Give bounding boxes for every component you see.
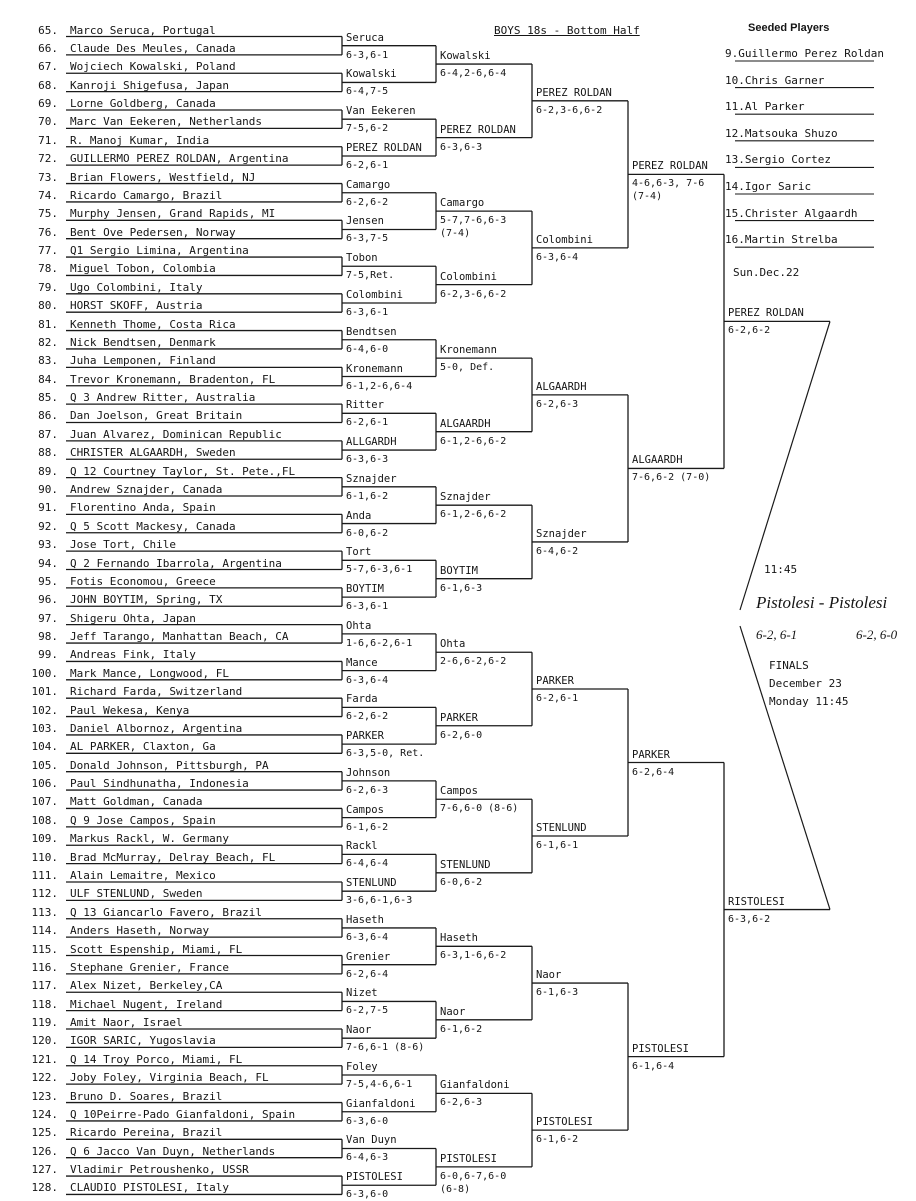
draw-player: Marco Seruca, Portugal (70, 23, 216, 37)
match-winner: Jensen (346, 215, 384, 228)
match-winner: PARKER (346, 730, 384, 743)
match-score: 5-7,7-6,6-3 (7-4) (440, 215, 507, 240)
match-winner: STENLUND (346, 877, 397, 890)
match-winner: Gianfaldoni (440, 1079, 510, 1092)
match-winner: Camargo (440, 197, 485, 210)
match-score: 6-3,6-1 (346, 49, 389, 61)
match-score: 6-1,6-4 (632, 1060, 675, 1072)
draw-player: Q 13 Giancarlo Favero, Brazil (70, 905, 263, 919)
draw-number: 71. (38, 133, 58, 147)
match-score: 7-6,6-0 (8-6) (440, 803, 519, 815)
time-note: 11:45 (764, 563, 798, 576)
draw-player: Ricardo Camargo, Brazil (70, 188, 223, 202)
match-score: 7-6,6-1 (8-6) (346, 1042, 425, 1054)
draw-player: Richard Farda, Switzerland (70, 685, 243, 699)
match-score: 6-4,6-4 (346, 858, 389, 870)
draw-number: 69. (38, 97, 58, 111)
draw-number: 120. (31, 1034, 58, 1048)
draw-player: Q 6 Jacco Van Duyn, Netherlands (70, 1144, 276, 1158)
finals-label: FINALS (769, 659, 809, 672)
match-score: 6-3,6-4 (346, 674, 389, 686)
match-score: 2-6,6-2,6-2 (440, 656, 507, 668)
draw-player: Michael Nugent, Ireland (70, 997, 223, 1011)
match-winner: Van Duyn (346, 1134, 397, 1147)
draw-number: 125. (31, 1126, 58, 1140)
draw-number: 113. (31, 905, 58, 919)
match-winner: STENLUND (536, 822, 587, 835)
match-score: 6-3,1-6,6-2 (440, 950, 507, 962)
draw-player: GUILLERMO PEREZ ROLDAN, Argentina (70, 152, 289, 166)
draw-player: Q 10Peirre-Pado Gianfaldoni, Spain (70, 1107, 296, 1121)
draw-number: 108. (31, 813, 58, 827)
match-score: 6-3,6-0 (346, 1189, 389, 1201)
match-winner: Bendtsen (346, 325, 397, 338)
draw-player: ULF STENLUND, Sweden (70, 887, 203, 901)
draw-number: 74. (38, 188, 58, 202)
match-winner: Naor (536, 969, 562, 982)
draw-number: 127. (31, 1163, 58, 1177)
seeded-player: 15.Christer Algaardh (725, 206, 858, 220)
match-winner: PEREZ ROLDAN (440, 123, 516, 136)
match-winner: PEREZ ROLDAN (632, 160, 708, 173)
draw-number: 126. (31, 1144, 58, 1158)
match-score: 6-3,6-3 (346, 454, 389, 466)
match-score: 6-2,6-4 (346, 968, 389, 980)
match-winner: Naor (440, 1005, 466, 1018)
match-winner: Mance (346, 656, 378, 669)
match-winner: PISTOLESI (536, 1116, 593, 1129)
match-winner: PISTOLESI (632, 1042, 689, 1055)
match-score: 5-7,6-3,6-1 (346, 564, 413, 576)
match-score: 6-1,6-2 (536, 1134, 579, 1146)
draw-number: 100. (31, 666, 58, 680)
finals-handwritten-score-2: 6-2, 6-0 (856, 627, 898, 642)
match-winner: Sznajder (440, 491, 491, 504)
match-score: 6-2,6-4 (632, 766, 675, 778)
draw-number: 94. (38, 556, 58, 570)
draw-number: 84. (38, 372, 58, 386)
match-score: 6-3,6-3 (440, 141, 483, 153)
seeded-heading: Seeded Players (748, 22, 830, 34)
draw-player: Miguel Tobon, Colombia (70, 262, 216, 276)
draw-player: CHRISTER ALGAARDH, Sweden (70, 446, 236, 460)
match-winner: Gianfaldoni (346, 1097, 416, 1110)
finals-date: December 23 (769, 677, 842, 690)
match-score: 6-4,6-2 (536, 545, 579, 557)
match-winner: ALGAARDH (440, 417, 491, 430)
draw-player: Trevor Kronemann, Bradenton, FL (70, 372, 276, 386)
seeded-player: 10.Chris Garner (725, 73, 825, 87)
match-winner: Foley (346, 1060, 378, 1073)
draw-player: HORST SKOFF, Austria (70, 299, 203, 313)
draw-player: Anders Haseth, Norway (70, 924, 210, 938)
match-winner: Kowalski (346, 68, 397, 81)
match-score: 6-1,6-2 (346, 490, 389, 502)
match-winner: PEREZ ROLDAN (728, 307, 804, 320)
match-winner: Tort (346, 546, 372, 559)
match-score: 6-4,6-0 (346, 343, 389, 355)
draw-number: 88. (38, 446, 58, 460)
match-score: 7-5,Ret. (346, 270, 395, 282)
match-score: 6-1,2-6,6-2 (440, 435, 507, 447)
draw-number: 102. (31, 703, 58, 717)
match-winner: Haseth (440, 932, 478, 945)
draw-player: Markus Rackl, W. Germany (70, 832, 229, 846)
draw-player: Andrew Sznajder, Canada (70, 483, 223, 496)
draw-player: Q 3 Andrew Ritter, Australia (70, 391, 256, 405)
match-score: 6-3,7-5 (346, 233, 389, 245)
draw-number: 65. (38, 23, 58, 37)
date-note: Sun.Dec.22 (733, 266, 800, 279)
match-winner: PARKER (536, 674, 574, 687)
match-score: 6-2,6-2 (346, 196, 389, 208)
seeded-player: 13.Sergio Cortez (725, 153, 831, 167)
match-score: 6-3,5-0, Ret. (346, 748, 425, 760)
finals-time: Monday 11:45 (769, 695, 849, 708)
seeded-player: 11.Al Parker (725, 100, 805, 114)
draw-number: 83. (38, 354, 58, 368)
seeded-player: 9.Guillermo Perez Roldan (725, 47, 884, 60)
draw-player: JOHN BOYTIM, Spring, TX (70, 593, 223, 607)
draw-number: 116. (31, 960, 58, 974)
match-winner: Ohta (346, 619, 372, 632)
match-winner: BOYTIM (440, 564, 478, 577)
draw-player: Juha Lemponen, Finland (70, 354, 216, 368)
draw-player: Ricardo Pereina, Brazil (70, 1126, 223, 1140)
seeded-player: 14.Igor Saric (725, 180, 812, 193)
match-score: 6-4,7-5 (346, 86, 389, 98)
draw-player: Fotis Economou, Greece (70, 574, 216, 588)
draw-player: Shigeru Ohta, Japan (70, 611, 196, 625)
match-winner: PISTOLESI (440, 1152, 497, 1165)
match-winner: Tobon (346, 252, 378, 265)
match-winner: PEREZ ROLDAN (536, 86, 612, 99)
match-score: 7-5,4-6,6-1 (346, 1078, 413, 1090)
match-winner: Farda (346, 693, 378, 706)
match-score: 4-6,6-3, 7-6 (7-4) (632, 178, 705, 203)
match-score: 3-6,6-1,6-3 (346, 895, 413, 907)
draw-number: 104. (31, 740, 58, 754)
draw-number: 114. (31, 924, 58, 938)
match-score: 6-1,6-2 (346, 821, 389, 833)
match-score: 7-6,6-2 (7-0) (632, 472, 711, 484)
match-winner: Grenier (346, 950, 391, 963)
draw-number: 118. (31, 997, 58, 1011)
draw-player: Q 5 Scott Mackesy, Canada (70, 519, 236, 533)
match-winner: Ohta (440, 638, 466, 651)
match-winner: BOYTIM (346, 583, 384, 596)
draw-number: 119. (31, 1016, 58, 1030)
draw-number: 82. (38, 335, 58, 349)
draw-number: 85. (38, 391, 58, 405)
draw-player: Q1 Sergio Limina, Argentina (70, 244, 249, 258)
draw-player: Q 14 Troy Porco, Miami, FL (70, 1052, 243, 1066)
draw-player: Vladimir Petroushenko, USSR (70, 1163, 249, 1177)
draw-player: Daniel Albornoz, Argentina (70, 721, 243, 735)
draw-number: 87. (38, 427, 58, 441)
draw-number: 109. (31, 832, 58, 846)
draw-number: 75. (38, 207, 58, 221)
draw-player: Paul Wekesa, Kenya (70, 703, 190, 717)
draw-player: Marc Van Eekeren, Netherlands (70, 115, 263, 129)
draw-number: 106. (31, 777, 58, 791)
draw-player: Ugo Colombini, Italy (70, 280, 203, 294)
match-score: 6-3,6-0 (346, 1115, 389, 1127)
match-score: 6-2,6-3 (536, 398, 579, 410)
match-score: 6-2,6-2 (346, 711, 389, 723)
draw-number: 67. (38, 60, 58, 74)
draw-number: 107. (31, 795, 58, 809)
draw-number: 112. (31, 887, 58, 901)
match-score: 6-2,6-2 (728, 325, 771, 337)
draw-number: 110. (31, 850, 58, 864)
draw-number: 105. (31, 758, 58, 772)
draw-player: Brian Flowers, Westfield, NJ (70, 170, 256, 184)
draw-number: 115. (31, 942, 58, 956)
draw-number: 90. (38, 483, 58, 496)
draw-number: 86. (38, 409, 58, 423)
bracket-title: BOYS 18s - Bottom Half (494, 24, 640, 37)
match-winner: Campos (440, 785, 478, 798)
match-winner: PARKER (440, 711, 478, 724)
draw-number: 80. (38, 299, 58, 313)
match-winner: Johnson (346, 766, 391, 779)
draw-player: CLAUDIO PISTOLESI, Italy (70, 1181, 229, 1195)
match-score: 6-2,6-1 (536, 692, 579, 704)
draw-number: 128. (31, 1181, 58, 1195)
draw-player: Jeff Tarango, Manhattan Beach, CA (70, 630, 289, 644)
draw-number: 72. (38, 152, 58, 166)
match-winner: Nizet (346, 987, 378, 1000)
draw-player: Q 9 Jose Campos, Spain (70, 813, 216, 827)
draw-player: R. Manoj Kumar, India (70, 133, 210, 147)
match-score: 6-0,6-2 (346, 527, 389, 539)
draw-number: 101. (31, 685, 58, 699)
match-winner: PISTOLESI (346, 1171, 403, 1184)
draw-player: Joby Foley, Virginia Beach, FL (70, 1071, 269, 1085)
draw-player: Wojciech Kowalski, Poland (70, 60, 236, 74)
draw-player: Q 12 Courtney Taylor, St. Pete.,FL (70, 464, 296, 478)
draw-player: Matt Goldman, Canada (70, 795, 203, 809)
match-score: 6-2,6-1 (346, 417, 389, 429)
match-score: 6-1,6-3 (536, 987, 579, 999)
draw-player: Andreas Fink, Italy (70, 648, 196, 662)
match-score: 6-1,6-3 (440, 582, 483, 594)
match-score: 6-2,7-5 (346, 1005, 389, 1017)
draw-number: 95. (38, 574, 58, 588)
draw-number: 70. (38, 115, 58, 129)
match-winner: Seruca (346, 31, 384, 44)
match-winner: Colombini (440, 270, 497, 283)
draw-player: Alain Lemaitre, Mexico (70, 868, 216, 882)
match-winner: Colombini (536, 233, 593, 246)
match-winner: Sznajder (536, 527, 587, 540)
draw-player: Brad McMurray, Delray Beach, FL (70, 850, 276, 864)
match-winner: STENLUND (440, 858, 491, 871)
match-winner: Naor (346, 1024, 372, 1037)
draw-player: Q 2 Fernando Ibarrola, Argentina (70, 556, 282, 570)
match-score: 6-4,2-6,6-4 (440, 68, 507, 80)
draw-player: Scott Espenship, Miami, FL (70, 942, 243, 956)
match-score: 6-1,2-6,6-2 (440, 509, 507, 521)
match-winner: RISTOLESI (728, 895, 785, 908)
match-winner: Campos (346, 803, 384, 816)
match-winner: Kronemann (440, 344, 497, 357)
match-score: 7-5,6-2 (346, 123, 389, 135)
draw-number: 111. (31, 868, 58, 882)
match-score: 6-3,6-1 (346, 307, 389, 318)
draw-player: Jose Tort, Chile (70, 538, 176, 552)
match-score: 6-1,6-2 (440, 1023, 483, 1035)
draw-number: 121. (31, 1052, 58, 1066)
draw-number: 93. (38, 538, 58, 552)
finals-handwritten-score-1: 6-2, 6-1 (756, 627, 798, 642)
match-winner: PEREZ ROLDAN (346, 141, 422, 154)
draw-number: 77. (38, 244, 58, 258)
draw-number: 98. (38, 630, 58, 644)
match-score: 6-2,6-3 (440, 1097, 483, 1109)
draw-player: Bruno D. Soares, Brazil (70, 1089, 223, 1103)
match-score: 6-4,6-3 (346, 1152, 389, 1164)
match-winner: Colombini (346, 289, 403, 301)
match-score: 6-2,6-1 (346, 159, 389, 171)
match-winner: Kronemann (346, 362, 403, 375)
draw-player: AL PARKER, Claxton, Ga (70, 740, 216, 754)
draw-player: Paul Sindhunatha, Indonesia (70, 777, 249, 791)
match-winner: Ritter (346, 399, 384, 412)
draw-number: 76. (38, 225, 58, 239)
match-score: 6-3,6-1 (346, 601, 389, 613)
draw-player: Kenneth Thome, Costa Rica (70, 317, 236, 331)
draw-number: 81. (38, 317, 58, 331)
draw-player: Florentino Anda, Spain (70, 501, 216, 515)
match-score: 6-3,6-4 (536, 251, 579, 263)
draw-number: 99. (38, 648, 58, 662)
match-score: 6-2,6-0 (440, 729, 483, 741)
draw-number: 97. (38, 611, 58, 625)
draw-number: 103. (31, 721, 58, 735)
draw-number: 122. (31, 1071, 58, 1085)
seeded-player: 12.Matsouka Shuzo (725, 126, 838, 140)
draw-player: Kanroji Shigefusa, Japan (70, 78, 229, 92)
draw-player: Nick Bendtsen, Denmark (70, 335, 216, 349)
draw-number: 73. (38, 170, 58, 184)
draw-player: Amit Naor, Israel (70, 1016, 183, 1030)
match-score: 6-2,3-6,6-2 (440, 288, 507, 300)
match-score: 6-3,6-4 (346, 931, 389, 943)
match-winner: Sznajder (346, 472, 397, 485)
draw-number: 123. (31, 1089, 58, 1103)
draw-player: Juan Alvarez, Dominican Republic (70, 427, 282, 441)
draw-player: Lorne Goldberg, Canada (70, 97, 216, 111)
seeded-player: 16.Martin Strelba (725, 233, 838, 247)
draw-player: Donald Johnson, Pittsburgh, PA (70, 758, 269, 772)
match-winner: Rackl (346, 840, 378, 853)
finals-handwritten-names: Pistolesi - Pistolesi (756, 593, 888, 612)
match-winner: PARKER (632, 748, 670, 761)
draw-number: 124. (31, 1107, 58, 1121)
draw-number: 91. (38, 501, 58, 515)
draw-player: Stephane Grenier, France (70, 960, 229, 974)
match-score: 6-1,2-6,6-4 (346, 380, 413, 392)
match-score: 1-6,6-2,6-1 (346, 637, 413, 649)
draw-number: 68. (38, 78, 58, 92)
match-winner: Haseth (346, 913, 384, 926)
match-score: 6-0,6-2 (440, 876, 483, 888)
draw-number: 79. (38, 280, 58, 294)
match-winner: Van Eekeren (346, 105, 416, 118)
match-score: 6-0,6-7,6-0 (6-8) (440, 1170, 507, 1195)
match-score: 6-3,6-2 (728, 913, 771, 925)
match-winner: ALLGARDH (346, 436, 397, 449)
match-score: 6-1,6-1 (536, 840, 579, 852)
match-winner: ALGAARDH (536, 380, 587, 393)
draw-player: Bent Ove Pedersen, Norway (70, 225, 236, 239)
match-winner: Kowalski (440, 50, 491, 63)
match-score: 5-0, Def. (440, 362, 495, 374)
draw-player: Claude Des Meules, Canada (70, 41, 236, 55)
draw-number: 78. (38, 262, 58, 276)
draw-number: 92. (38, 519, 58, 533)
draw-number: 117. (31, 979, 58, 993)
draw-player: Dan Joelson, Great Britain (70, 409, 243, 423)
draw-number: 96. (38, 593, 58, 607)
match-winner: ALGAARDH (632, 454, 683, 467)
draw-number: 89. (38, 464, 58, 478)
match-score: 6-2,6-3 (346, 784, 389, 796)
draw-player: Murphy Jensen, Grand Rapids, MI (70, 207, 276, 221)
draw-number: 66. (38, 41, 58, 55)
draw-player: Mark Mance, Longwood, FL (70, 666, 229, 680)
match-score: 6-2,3-6,6-2 (536, 104, 603, 116)
draw-player: Alex Nizet, Berkeley,CA (70, 979, 223, 993)
draw-player: IGOR SARIC, Yugoslavia (70, 1034, 216, 1048)
match-winner: Anda (346, 509, 372, 522)
match-winner: Camargo (346, 178, 391, 191)
